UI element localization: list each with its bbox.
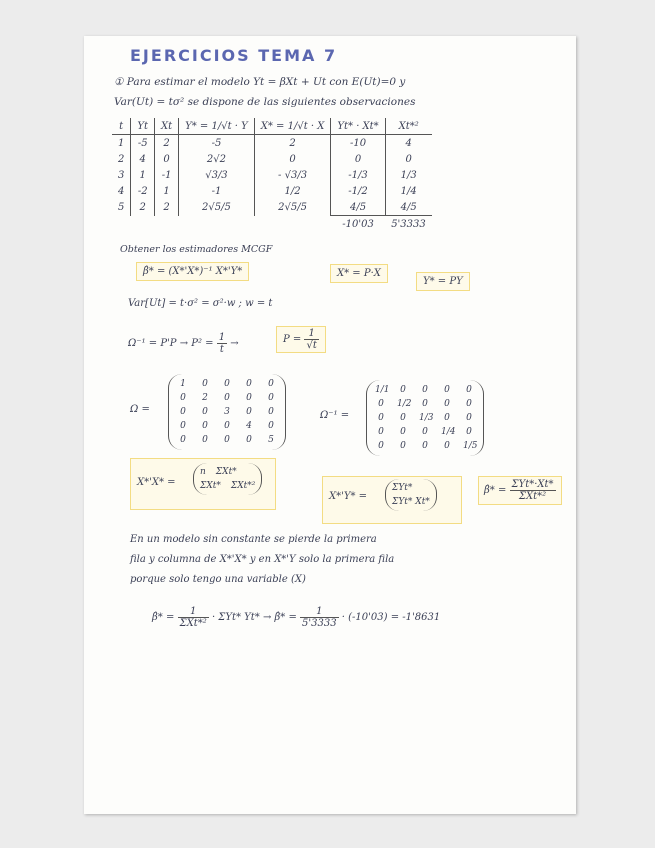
col-header: Yt* · Xt* [331,118,385,135]
xy-product-box [322,476,462,524]
omega-label: Ω = [130,404,150,415]
xy-label: X*'Y* = [329,491,368,502]
matrix-row [177,391,277,405]
beta-result-box [478,476,562,505]
obtain-label: Obtener los estimadores MCGF [120,244,273,255]
fraction-denominator: √t [306,340,317,351]
matrix-entry: 0 [466,427,472,437]
table-cell: -1/3 [331,167,385,183]
table-cell: 4 [118,185,125,197]
table-cell: 2 [254,135,331,152]
matrix-entry: 0 [378,427,384,437]
table-cell: 0 [254,151,331,167]
fraction-denominator: t [219,344,224,355]
matrix-row [392,495,430,509]
matrix-entry: 0 [246,435,252,445]
matrix-entry: ΣYt* [392,483,413,493]
matrix-entry: 0 [466,399,472,409]
fraction-denominator: ΣXt*² [179,618,207,629]
matrix-entry: 1/5 [463,441,478,451]
table-cell: -10 [331,135,385,152]
table-cell: 4/5 [331,199,385,216]
table-row [112,151,432,167]
col-header: X* = 1/√t · X [254,118,331,135]
table-cell: 2 [155,135,179,152]
omega-inverse-line [128,332,239,355]
fraction-numerator: ΣYt*·Xt* [511,479,554,490]
matrix-entry: 0 [224,435,230,445]
matrix-entry: 0 [246,379,252,389]
matrix-entry: 0 [246,393,252,403]
matrix-entry: 0 [202,407,208,417]
matrix-row [177,377,277,391]
matrix-entry: 0 [422,385,428,395]
table-cell: -5 [179,135,255,152]
matrix-entry: 0 [444,385,450,395]
matrix-row [392,481,430,495]
table-cell: -1 [179,183,255,199]
page-title: EJERCICIOS TEMA 7 [130,46,338,65]
var-line: Var[Ut] = t·σ² = σ²·w ; w = t [128,298,273,309]
arrow: → [230,338,239,349]
table-row [112,135,432,152]
sum-x2: 5'3333 [385,216,432,233]
table-cell: 1 [118,137,125,149]
matrix-entry: ΣXt* [215,467,237,477]
matrix-entry: 0 [400,385,406,395]
note-line-3: porque solo tengo una variable (X) [130,574,306,585]
table-cell: 2√5/5 [254,199,331,216]
matrix-body [193,463,262,495]
p-label: P = [283,334,305,345]
table-cell: 4 [131,151,155,167]
fraction-denominator: 5'3333 [302,618,337,629]
matrix-entry: 1/4 [441,427,456,437]
matrix-row [200,479,255,493]
matrix-entry: 0 [422,427,428,437]
sum-yx: -10'03 [331,216,385,233]
table-cell: -5 [131,135,155,152]
matrix-entry: 0 [180,393,186,403]
matrix-entry: 0 [202,379,208,389]
matrix-row [375,439,478,453]
table-cell: 0 [155,151,179,167]
beta-box-label: β̂* = [484,485,507,496]
matrix-entry: 5 [268,435,274,445]
table-cell: 2 [155,199,179,216]
matrix-entry: 0 [400,441,406,451]
table-header-row [112,118,432,135]
final-beta-label: β̂* = [152,612,175,623]
matrix-entry: 0 [378,413,384,423]
p-definition-box [276,326,326,353]
final-middle: · ΣYt* Yt* → β̂* = [211,612,297,623]
matrix-entry: 0 [400,427,406,437]
matrix-row [375,411,475,425]
table-cell: 4 [385,135,432,152]
table-cell: - √3/3 [254,167,331,183]
table-cell: 2√2 [179,151,255,167]
matrix-entry: 4 [246,421,252,431]
table-cell: 1/4 [385,183,432,199]
matrix-body [385,479,437,511]
table-cell: -1 [155,167,179,183]
observations-table [112,118,432,232]
table-row [112,199,432,216]
matrix-entry: 0 [202,421,208,431]
matrix-entry: 0 [224,379,230,389]
table-cell: 1/2 [254,183,331,199]
matrix-entry: 0 [268,407,274,417]
table-cell: -2 [131,183,155,199]
matrix-row [375,397,475,411]
table-cell: 3 [118,169,125,181]
final-result: · (-10'03) = -1'8631 [341,612,441,623]
xx-product-box [130,458,276,510]
notebook-page [84,36,576,814]
fraction-numerator: 1 [304,328,318,340]
final-computation [152,606,440,629]
final-fraction-1 [178,606,209,629]
matrix-entry: 0 [180,407,186,417]
matrix-entry: 1/3 [419,413,434,423]
matrix-entry: 3 [224,407,230,417]
note-line-1: En un modelo sin constante se pierde la primera [130,534,377,545]
col-header: Xt [155,118,179,135]
xx-label: X*'X* = [137,477,176,488]
matrix-row [375,425,475,439]
table-cell: 1 [131,167,155,183]
matrix-entry: 0 [224,421,230,431]
matrix-entry: 0 [180,421,186,431]
intro-line-1: ① Para estimar el modelo Yt = βXt + Ut con E(Ut)=0 y [114,76,406,88]
matrix-entry: 0 [444,399,450,409]
note-line-2: fila y columna de X*'X* y en X*'Y solo la primera fila [130,554,395,565]
matrix-entry: 0 [422,441,428,451]
col-header: Y* = 1/√t · Y [179,118,255,135]
col-header: Yt [131,118,155,135]
matrix-entry: 0 [180,435,186,445]
matrix-entry: 0 [378,399,384,409]
final-fraction-2 [300,606,339,629]
matrix-entry: n [200,467,206,477]
matrix-entry: ΣXt*² [230,481,256,491]
matrix-row [177,433,277,447]
ystar-formula-box: Y* = PY [416,272,470,291]
matrix-entry: 0 [422,399,428,409]
table-cell: 0 [331,151,385,167]
beta-formula-box: β̂* = (X*'X*)⁻¹ X*'Y* [136,262,249,281]
table-row [112,167,432,183]
table-cell: 1/3 [385,167,432,183]
matrix-entry: 0 [466,385,472,395]
matrix-entry: 0 [444,441,450,451]
matrix-row [177,419,277,433]
table-cell: √3/3 [179,167,255,183]
table-cell: 0 [385,151,432,167]
matrix-row [375,383,475,397]
matrix-row [177,405,277,419]
table-cell: 4/5 [385,199,432,216]
col-header: t [112,118,131,135]
p-fraction [304,328,318,351]
matrix-entry: 0 [246,407,252,417]
xstar-formula-box: X* = P·X [330,264,388,283]
table-cell: -1/2 [331,183,385,199]
matrix-entry: 1 [180,379,186,389]
matrix-entry: 0 [400,413,406,423]
table-cell: 5 [118,201,125,213]
intro-line-2: Var(Ut) = tσ² se dispone de las siguientes observaciones [114,96,416,108]
fraction-denominator: ΣXt*² [518,491,547,502]
matrix-entry: 0 [224,393,230,403]
fraction-numerator: 1 [300,606,339,618]
p-squared-fraction [217,332,227,355]
matrix-body [168,374,286,450]
table-cell: 2 [131,199,155,216]
col-header: Xt*² [385,118,432,135]
matrix-body [366,380,484,456]
matrix-row [200,465,255,479]
omega-inverse-label: Ω⁻¹ = [320,410,350,421]
beta-box-fraction [510,479,556,502]
fraction-numerator: 1 [178,606,209,618]
matrix-entry: 1/2 [397,399,412,409]
matrix-entry: 0 [268,393,274,403]
matrix-entry: 2 [202,393,208,403]
table-sum-row [112,216,432,233]
table-cell: 1 [155,183,179,199]
table-row [112,183,432,199]
fraction-numerator: 1 [218,332,226,343]
matrix-entry: 0 [202,435,208,445]
matrix-entry: ΣYt* Xt* [392,497,430,507]
table-cell: 2√5/5 [179,199,255,216]
table-cell: 2 [118,153,125,165]
matrix-entry: 0 [444,413,450,423]
matrix-entry: 1/1 [375,385,390,395]
matrix-entry: 0 [268,379,274,389]
matrix-entry: 0 [378,441,384,451]
omega-inverse-text: Ω⁻¹ = P'P → P² = [128,338,217,349]
matrix-entry: 0 [268,421,274,431]
matrix-entry: 0 [466,413,472,423]
matrix-entry: ΣXt* [200,481,221,491]
